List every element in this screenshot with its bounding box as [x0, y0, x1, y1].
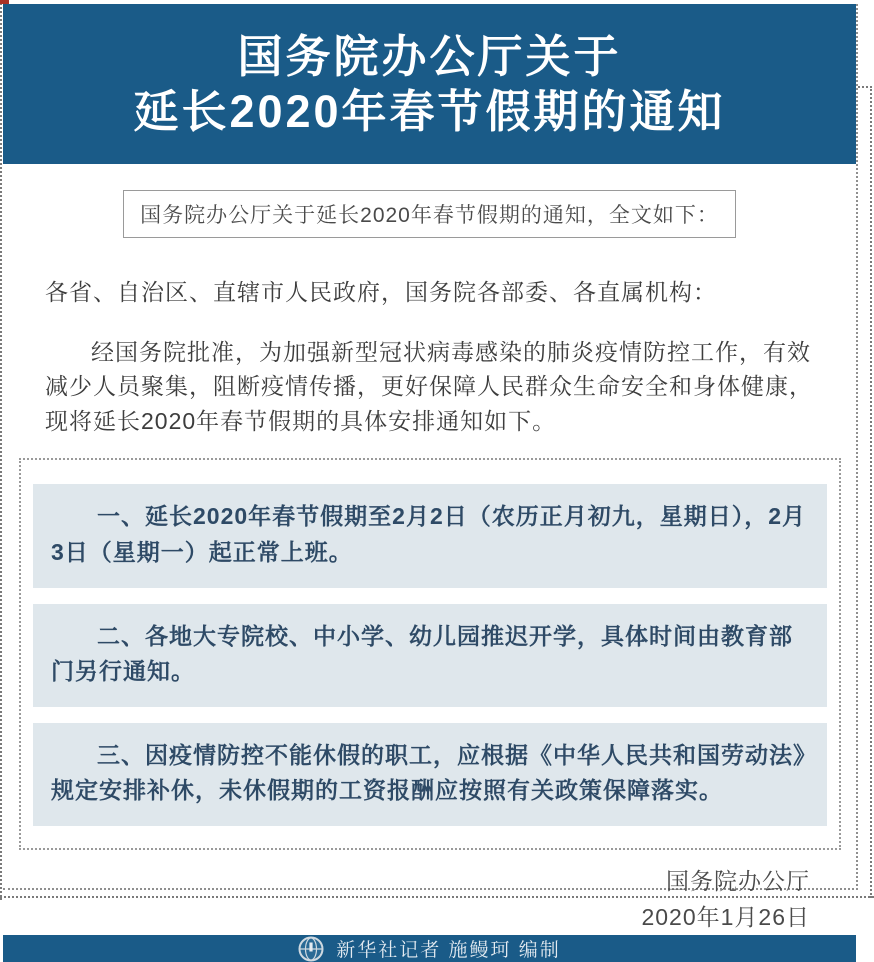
intro-box-wrap	[3, 190, 856, 238]
frame-dash-jog	[858, 86, 872, 88]
body-paragraph: 经国务院批准，为加强新型冠状病毒感染的肺炎疫情防控工作，有效减少人员聚集，阻断疫情传播，更好保障人民群众生命安全和身体健康，现将延长2020年春节假期的具体安排通知如下。	[45, 338, 813, 434]
notice-item-list	[19, 458, 841, 850]
salutation: 各省、自治区、直辖市人民政府，国务院各部委、各直属机构：	[45, 278, 717, 305]
notice-item-1: 一、延长2020年春节假期至2月2日（农历正月初九，星期日），2月3日（星期一）起正常上班。	[33, 484, 827, 587]
footer-credit-bar	[3, 935, 856, 962]
footer-credit-text: 新华社记者 施鳗珂 编制	[336, 940, 561, 962]
signature-block	[3, 864, 810, 935]
notice-item-3: 三、因疫情防控不能休假的职工，应根据《中华人民共和国劳动法》规定安排补休，未休假期的工资报酬应按照有关政策保障落实。	[33, 723, 827, 826]
signature-date: 2020年1月26日	[641, 903, 810, 930]
title-banner	[3, 4, 856, 164]
notice-item-2: 二、各地大专院校、中小学、幼儿园推迟开学，具体时间由教育部门另行通知。	[33, 604, 827, 707]
frame-dash-left	[0, 0, 2, 900]
title-line-2: 延长2020年春节假期的通知	[133, 85, 726, 137]
signature-org: 国务院办公厅	[666, 868, 810, 895]
title-line-1: 国务院办公厅关于	[237, 31, 622, 82]
xinhua-globe-logo-icon	[298, 936, 324, 962]
notice-card	[3, 4, 858, 962]
intro-box: 国务院办公厅关于延长2020年春节假期的通知，全文如下：	[123, 190, 736, 238]
frame-dash-right	[870, 86, 872, 898]
